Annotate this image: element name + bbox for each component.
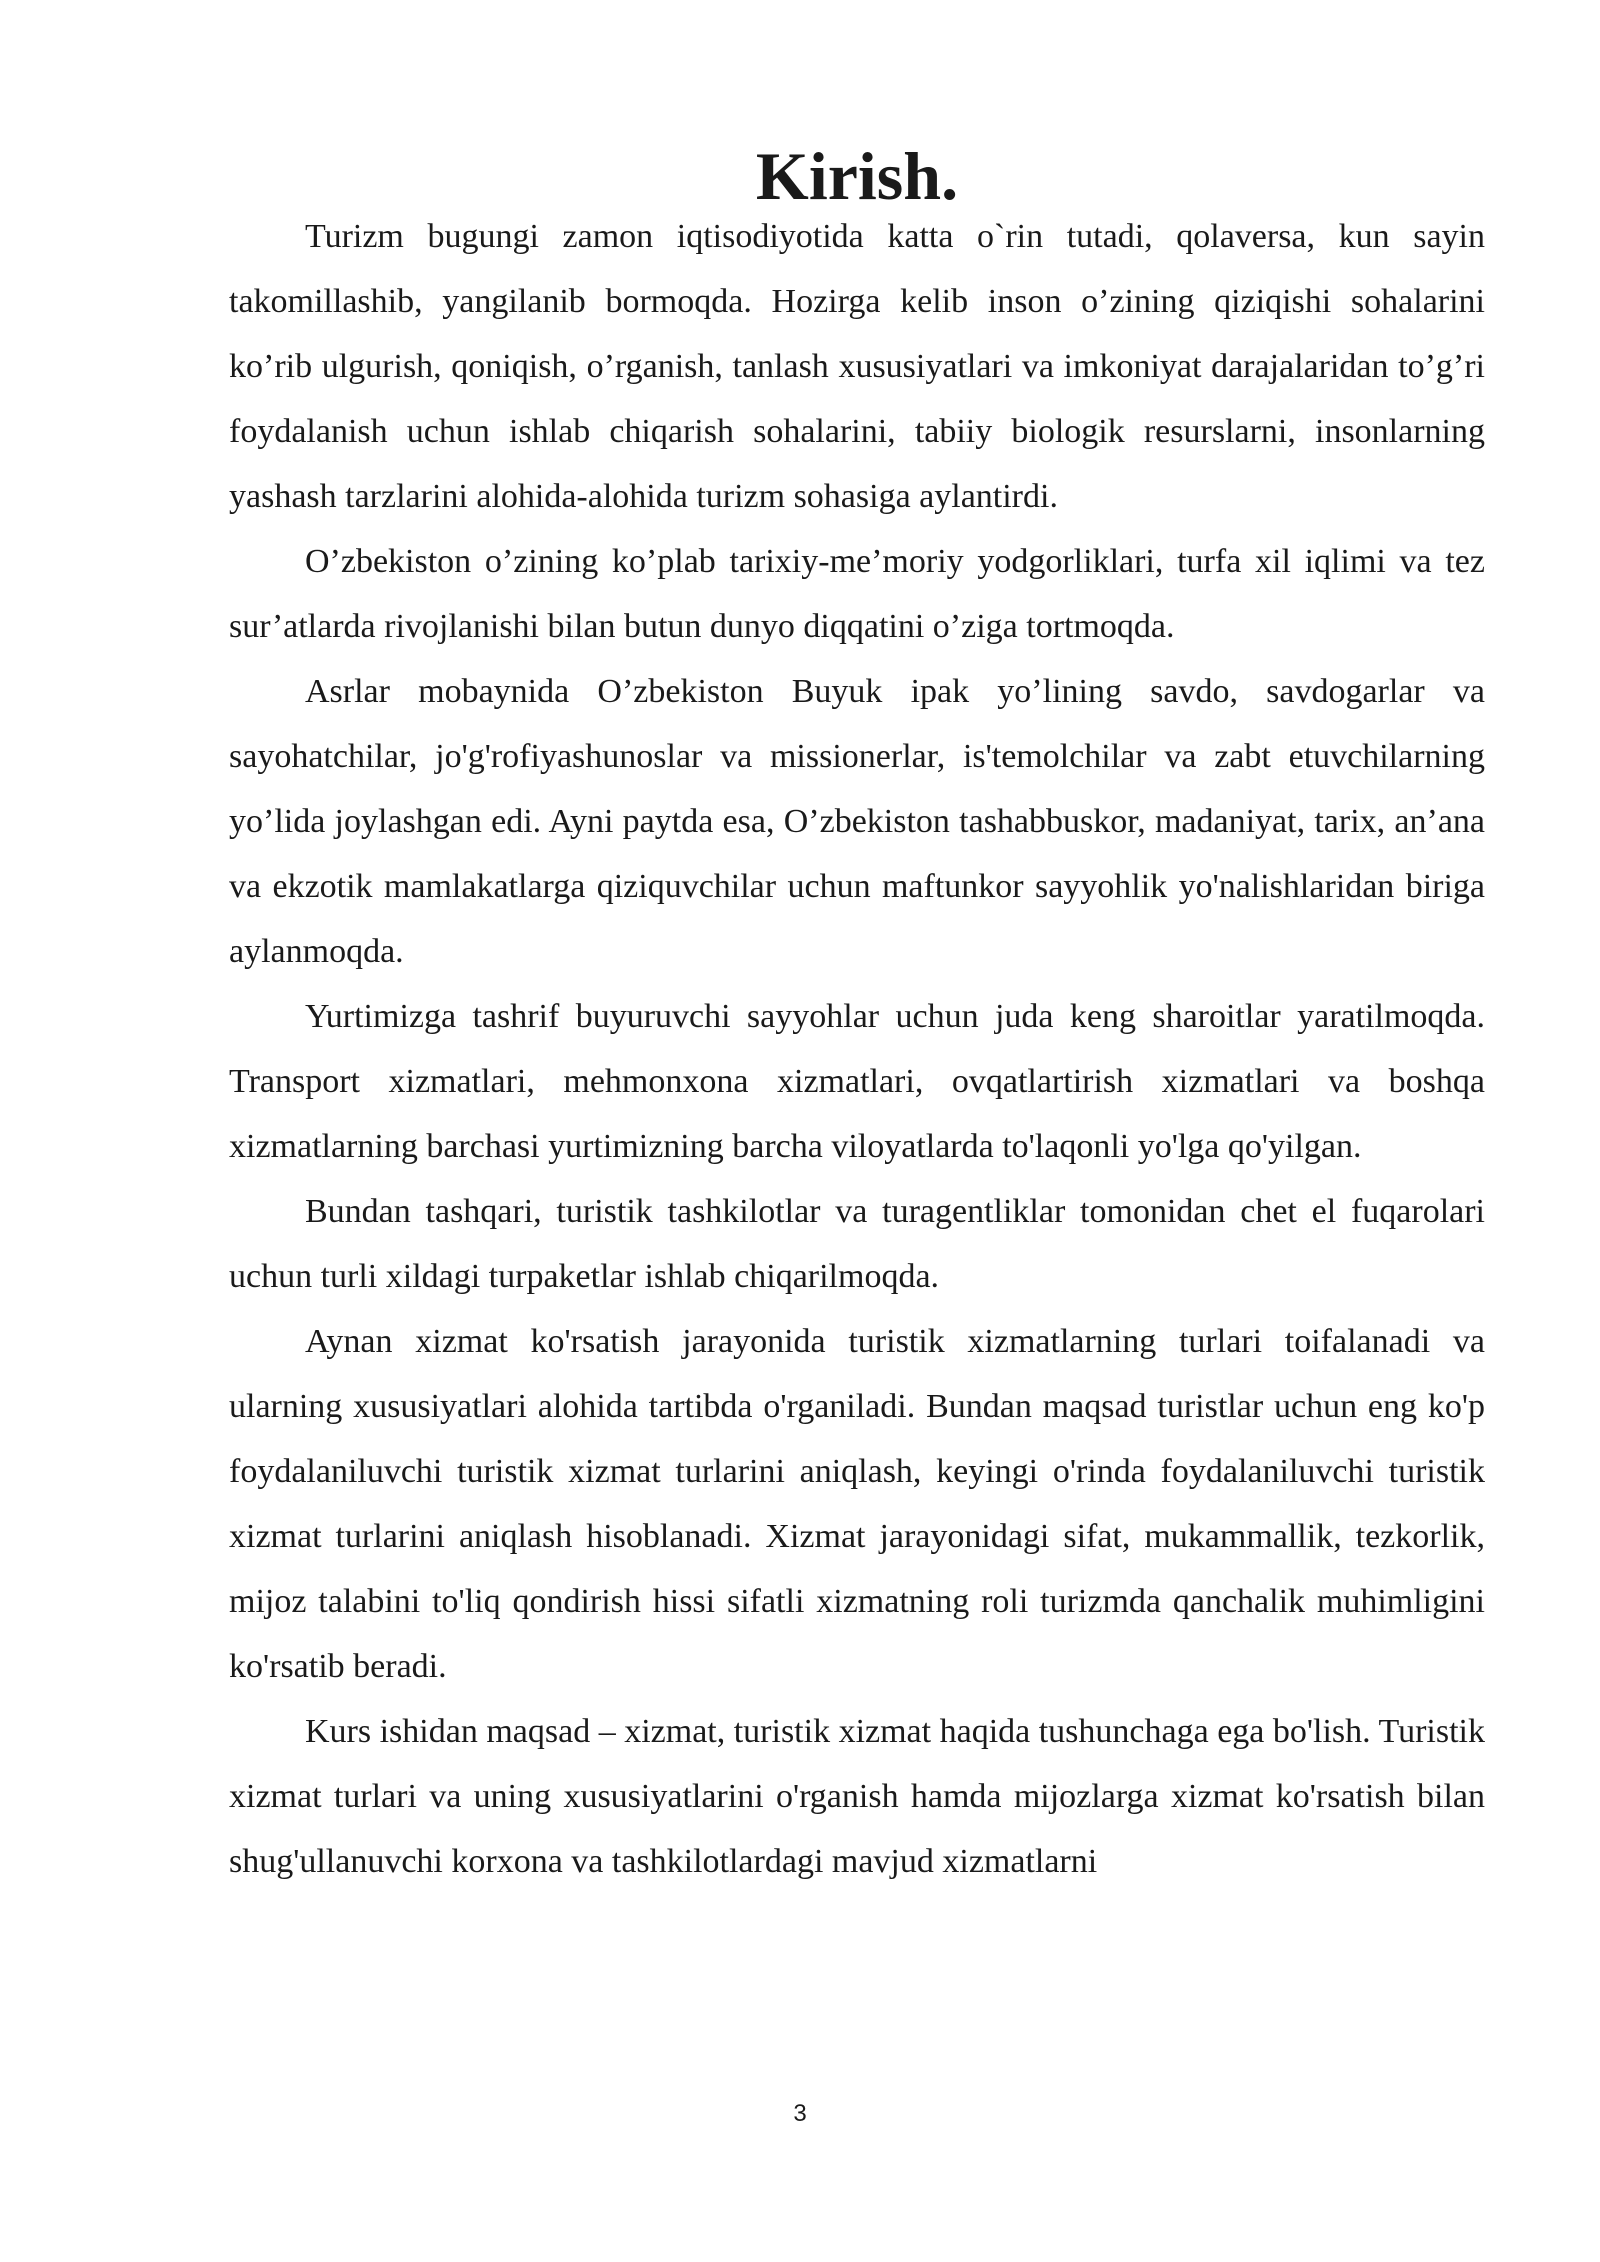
- page-content: [229, 138, 1485, 1894]
- page-number: 3: [793, 2100, 807, 2127]
- paragraph-2: O’zbekiston o’zining ko’plab tarixiy-me’moriy yodgorliklari, turfa xil iqlimi va tez sur’atlarda rivojlanishi bilan butun dunyo diqqatini o’ziga tortmoqda.: [229, 543, 1485, 645]
- paragraph-1: Turizm bugungi zamon iqtisodiyotida katta o`rin tutadi, qolaversa, kun sayin takomillashib, yangilanib bormoqda. Hozirga kelib inson o’zining qiziqishi sohalarini ko’rib ulgurish, qoniqish, o’rganish, tanlash xususiyatlari va imkoniyat darajalaridan to’g’ri foydalanish uchun ishlab chiqarish sohalarini, tabiiy biologik resurslarni, insonlarning yashash tarzlarini alohida-alohida turizm sohasiga aylantirdi.: [229, 218, 1485, 515]
- paragraph-6: Aynan xizmat ko'rsatish jarayonida turistik xizmatlarning turlari toifalanadi va ularning xususiyatlari alohida tartibda o'rganiladi. Bundan maqsad turistlar uchun eng ko'p foydalaniluvchi turistik xizmat turlarini aniqlash, keyingi o'rinda foydalaniluvchi turistik xizmat turlarini aniqlash hisoblanadi. Xizmat jarayonidagi sifat, mukammallik, tezkorlik, mijoz talabini to'liq qondirish hissi sifatli xizmatning roli turizmda qanchalik muhimligini ko'rsatib beradi.: [229, 1323, 1485, 1685]
- paragraph-7: Kurs ishidan maqsad – xizmat, turistik xizmat haqida tushunchaga ega bo'lish. Turistik xizmat turlari va uning xususiyatlarini o'rganish hamda mijozlarga xizmat ko'rsatish bilan shug'ullanuvchi korxona va tashkilotlardagi mavjud xizmatlarni: [229, 1713, 1485, 1880]
- page-title: Kirish.: [755, 138, 959, 214]
- paragraph-4: Yurtimizga tashrif buyuruvchi sayyohlar uchun juda keng sharoitlar yaratilmoqda. Transport xizmatlari, mehmonxona xizmatlari, ovqatlartirish xizmatlari va boshqa xizmatlarning barchasi yurtimizning barcha viloyatlarda to'laqonli yo'lga qo'yilgan.: [229, 998, 1485, 1165]
- paragraph-3: Asrlar mobaynida O’zbekiston Buyuk ipak yo’lining savdo, savdogarlar va sayohatchilar, jo'g'rofiyashunoslar va missionerlar, is'temolchilar va zabt etuvchilarning yo’lida joylashgan edi. Ayni paytda esa, O’zbekiston tashabbuskor, madaniyat, tarix, an’ana va ekzotik mamlakatlarga qiziquvchilar uchun maftunkor sayyohlik yo'nalishlaridan biriga aylanmoqda.: [229, 673, 1485, 970]
- paragraph-5: Bundan tashqari, turistik tashkilotlar va turagentliklar tomonidan chet el fuqarolari uchun turli xildagi turpaketlar ishlab chiqarilmoqda.: [229, 1193, 1485, 1295]
